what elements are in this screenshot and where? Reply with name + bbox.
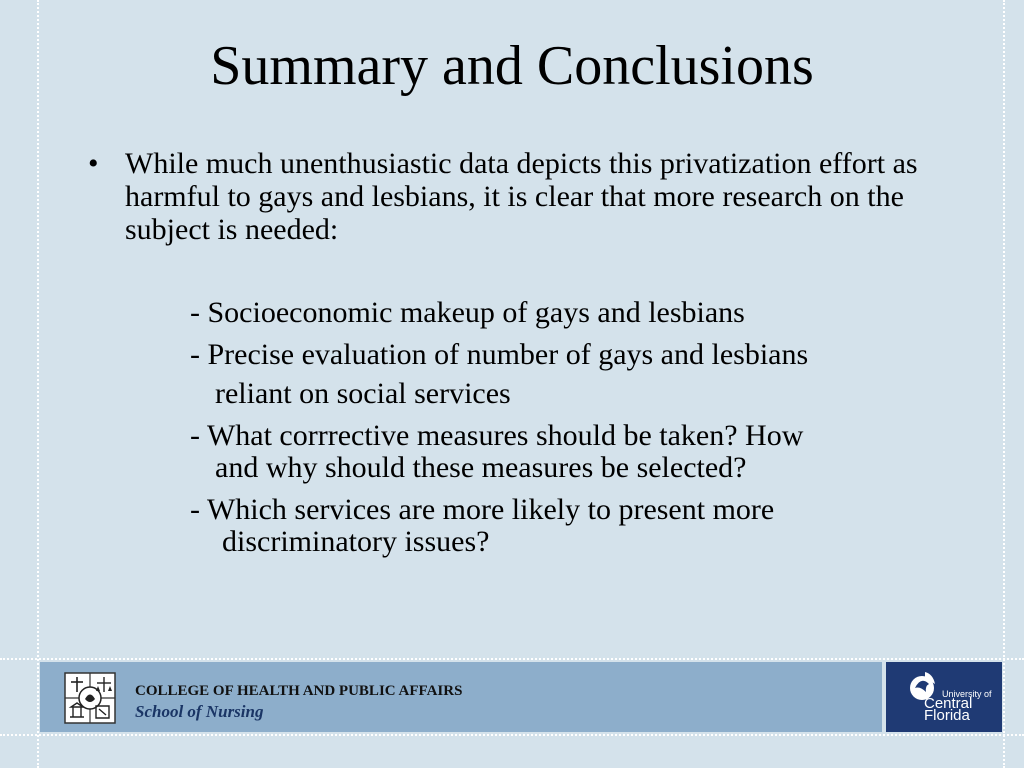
sub-item-4-continuation: discriminatory issues? (222, 525, 490, 558)
bullet-marker: • (88, 147, 99, 180)
ucf-central: Central (924, 695, 973, 712)
school-name: School of Nursing (135, 702, 264, 721)
sub-item-3: - What corrrective measures should be taken? How (190, 419, 804, 452)
college-name: COLLEGE OF HEALTH AND PUBLIC AFFAIRS (135, 683, 463, 699)
slide-title: Summary and Conclusions (210, 35, 814, 97)
footer-bottom-dotted-border (0, 734, 1024, 736)
sub-item-2-continuation: reliant on social services (215, 377, 511, 410)
right-dotted-border (1003, 0, 1005, 768)
sub-item-3-continuation: and why should these measures be selected? (215, 451, 747, 484)
footer-top-dotted-border (0, 658, 1024, 660)
left-dotted-border (37, 0, 39, 768)
ucf-florida: Florida (924, 707, 970, 724)
ucf-university-of: University of (942, 689, 992, 699)
college-seal-icon (64, 672, 116, 724)
sub-item-2: - Precise evaluation of number of gays and lesbians (190, 338, 809, 371)
sub-item-1: - Socioeconomic makeup of gays and lesbians (190, 296, 745, 329)
sub-item-4: - Which services are more likely to present more (190, 493, 775, 526)
main-bullet-text: While much unenthusiastic data depicts this privatization effort as harmful to gays and lesbians, it is clear that more research on the subject is needed: (125, 147, 918, 246)
